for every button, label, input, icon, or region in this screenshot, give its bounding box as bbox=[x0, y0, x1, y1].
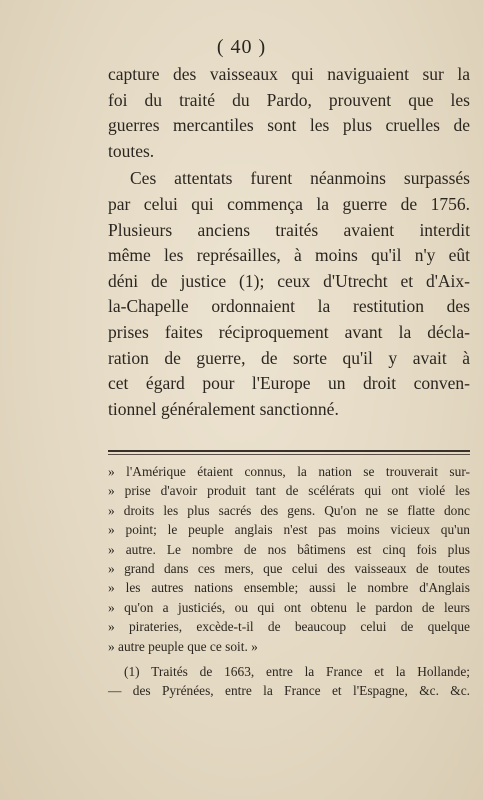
text-line: ration de guerre, de sorte qu'il y avait à bbox=[108, 347, 470, 368]
text-line: guerres mercantiles sont les plus cruelles de bbox=[108, 115, 470, 136]
text-line: capture des vaisseaux qui naviguaient sur la bbox=[108, 64, 470, 84]
text-line: même les représailles, à moins qu'il n'y eût bbox=[108, 245, 470, 266]
text-line: la-Chapelle ordonnaient la restitution des bbox=[108, 296, 470, 317]
footnote-1-line: — des Pyrénées, entre la France et l'Espagne, &c. &c. bbox=[108, 683, 470, 699]
text-line: toutes. bbox=[108, 140, 155, 161]
footnotes bbox=[108, 462, 470, 701]
footnote-line: » grand dans ces mers, que celui des vaisseaux de toutes bbox=[108, 561, 470, 577]
footnote-line: » pirateries, excède-t-il de beaucoup celui de quelque bbox=[108, 619, 470, 635]
footnote-line: » l'Amérique étaient connus, la nation se trouverait sur- bbox=[108, 464, 470, 479]
footnote-1-line: (1) Traités de 1663, entre la France et la Hollande; bbox=[124, 664, 470, 680]
page-number: ( 40 ) bbox=[216, 36, 267, 58]
footnote-rule-thin bbox=[108, 454, 470, 455]
text-line: par celui qui commença la guerre de 1756. bbox=[108, 193, 470, 214]
footnote-rule bbox=[108, 450, 470, 452]
text-line: Plusieurs anciens traités avaient interdit bbox=[108, 219, 470, 240]
text-line: Ces attentats furent néanmoins surpassés bbox=[130, 168, 470, 189]
footnote-line: » autre. Le nombre de nos bâtimens est cinq fois plus bbox=[108, 541, 470, 557]
footnote-line: » droits les plus sacrés des gens. Qu'on ne se flatte donc bbox=[108, 502, 470, 518]
footnote-line: » autre peuple que ce soit. » bbox=[108, 638, 258, 654]
footnote-line: » point; le peuple anglais n'est pas moins vicieux qu'un bbox=[108, 522, 470, 538]
footnote-line: » qu'on a justiciés, ou qui ont obtenu le pardon de leurs bbox=[108, 599, 470, 615]
text-line: tionnel généralement sanctionné. bbox=[108, 398, 339, 419]
text-line: foi du traité du Pardo, prouvent que les bbox=[108, 89, 470, 110]
main-text bbox=[108, 62, 470, 422]
footnote-line: » prise d'avoir produit tant de scélérats qui ont violé les bbox=[108, 483, 470, 499]
text-line: cet égard pour l'Europe un droit conven- bbox=[108, 373, 470, 394]
text-line: prises faites réciproquement avant la décla- bbox=[108, 321, 470, 342]
text-line: déni de justice (1); ceux d'Utrecht et d'Aix- bbox=[108, 270, 470, 291]
footnote-line: » les autres nations ensemble; aussi le nombre d'Anglais bbox=[108, 580, 470, 596]
